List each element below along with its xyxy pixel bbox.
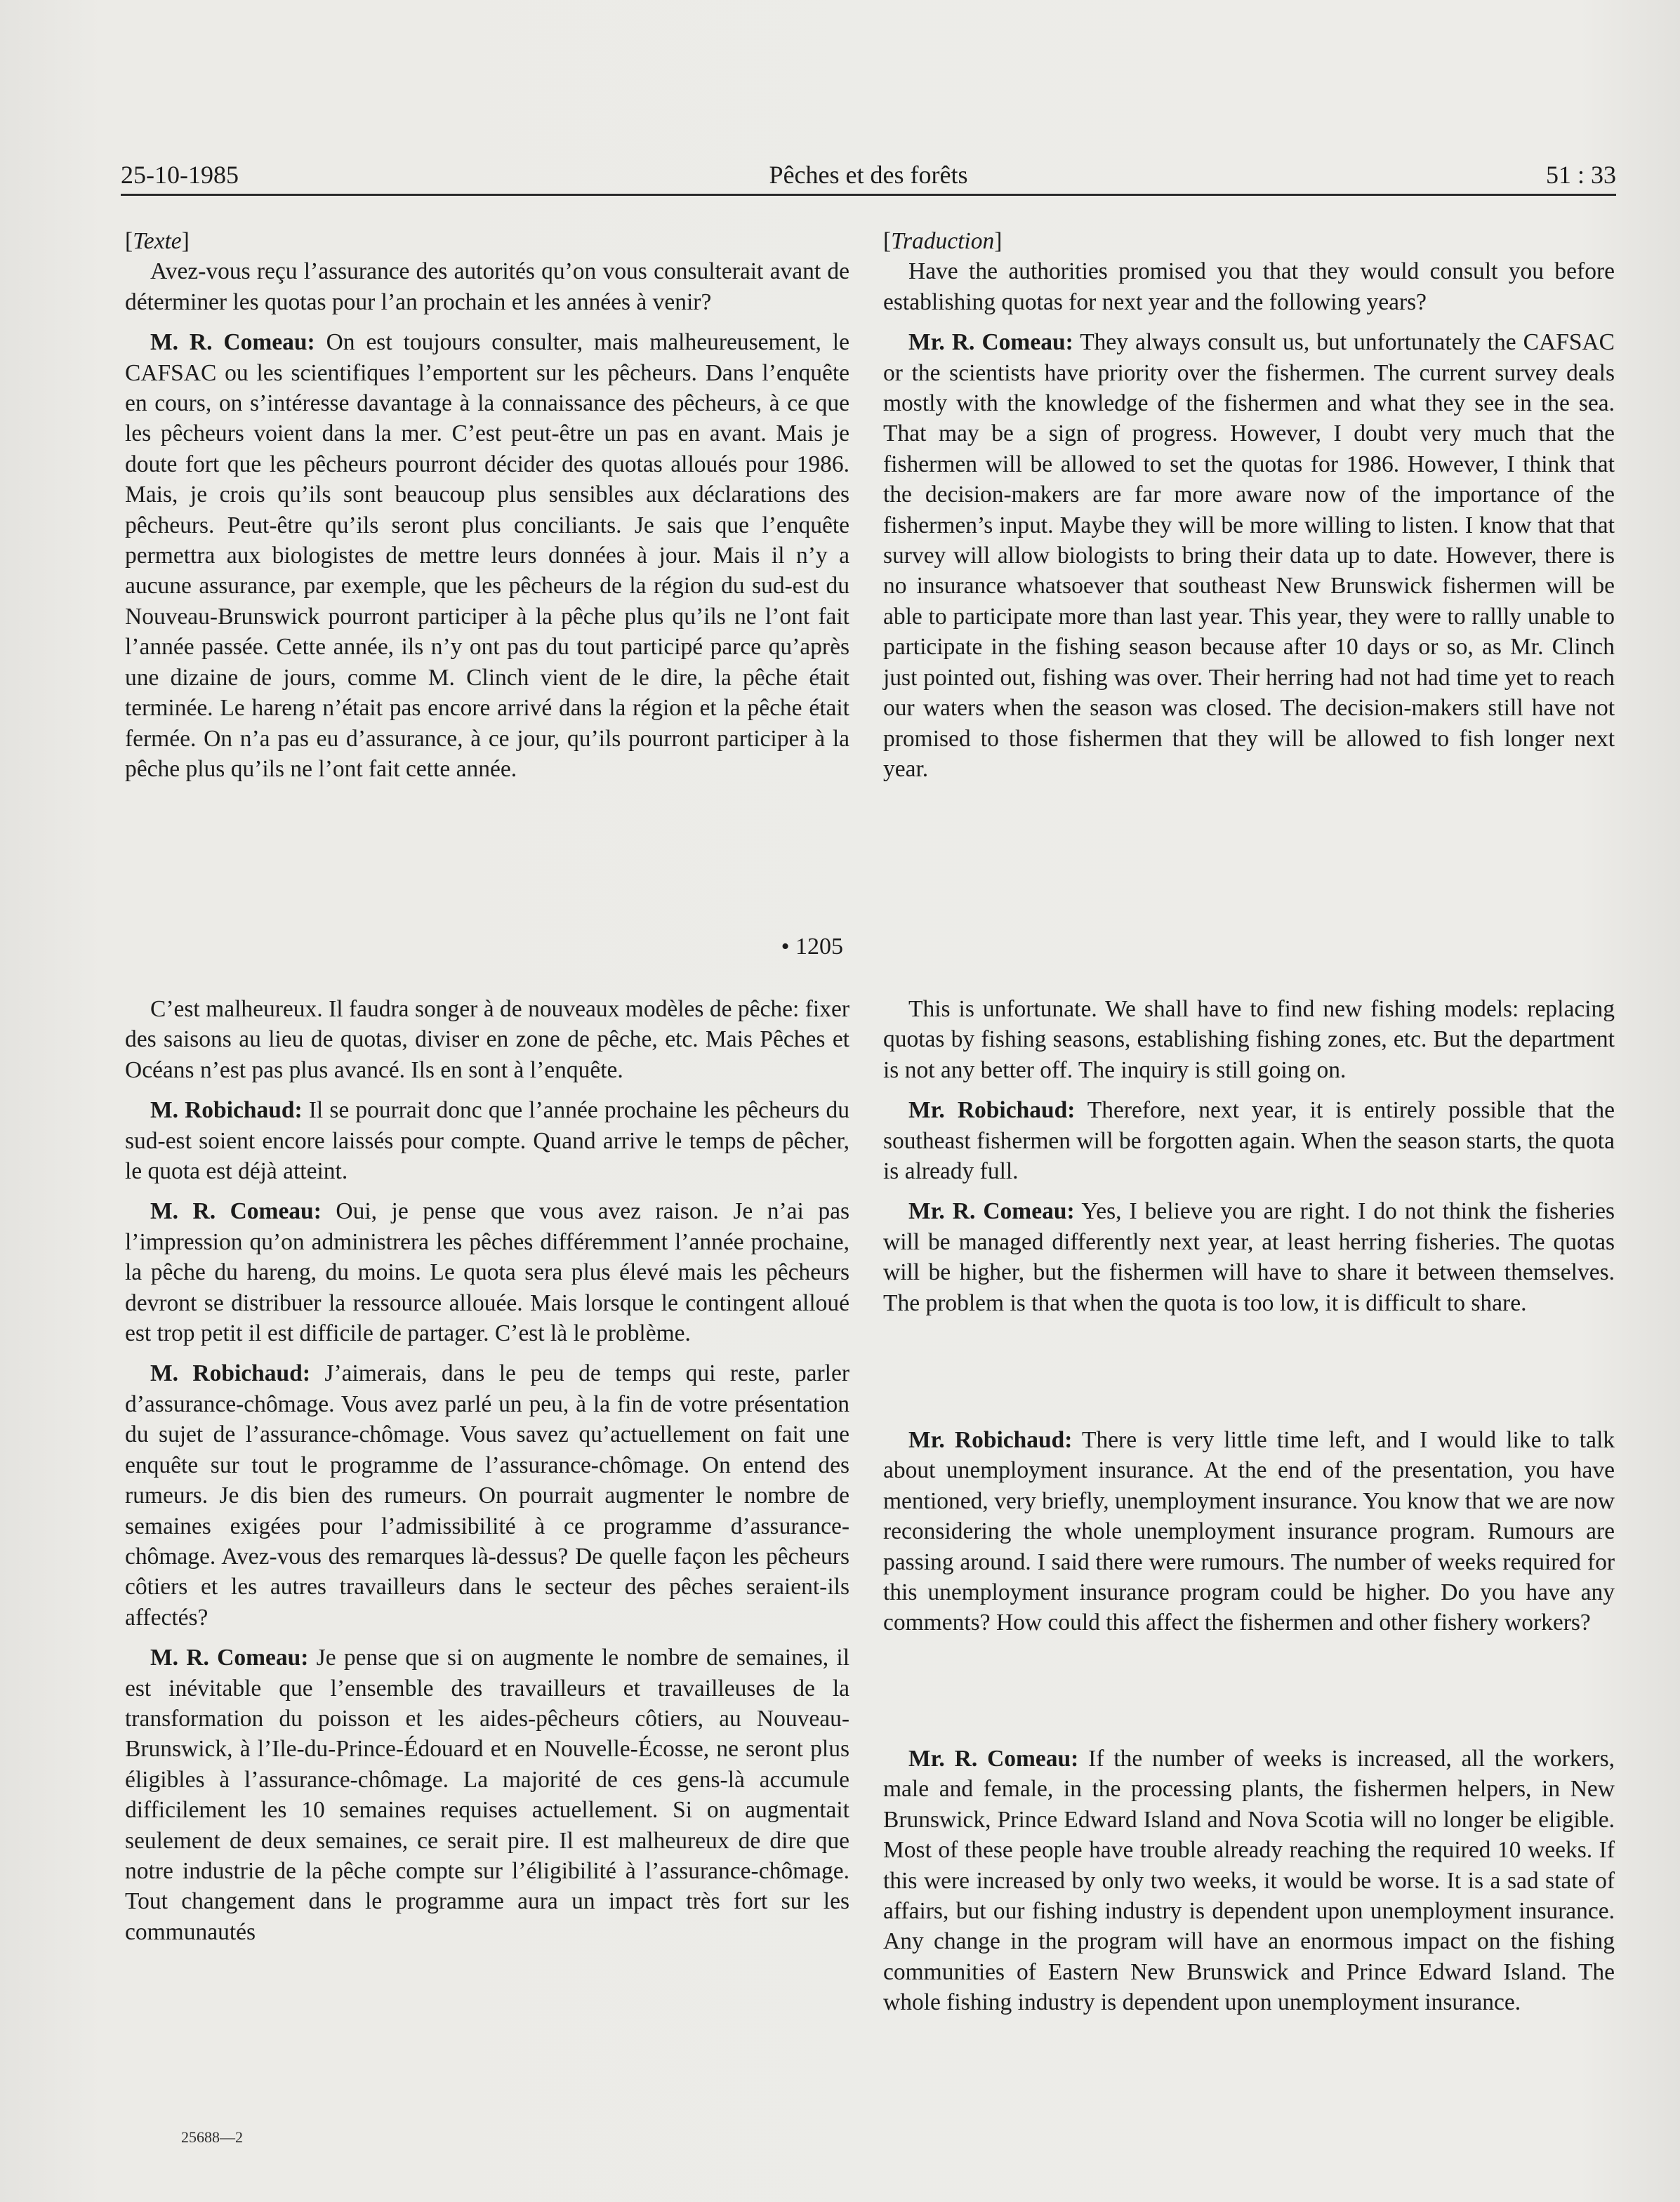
right-paragraph-5: Mr. R. Comeau: Yes, I believe you are right. I do not think the fisheries will be managed differently next year, at least herring fisheries. The quotas will be higher, but the fishermen will have to share it between themselves. The problem is that when the quota is too low, it is difficult to share.	[883, 1198, 1615, 1316]
right-column-block-4	[883, 1744, 1615, 2018]
speaker-name: M. Robichaud:	[150, 1360, 310, 1387]
left-paragraph-4: M. Robichaud: Il se pourrait donc que l’année prochaine les pêcheurs du sud-est soient encore laissés pour compte. Quand arrive le temps de pêcher, le quota est déjà atteint.	[125, 1097, 849, 1185]
speaker-name: Mr. R. Comeau:	[908, 1746, 1079, 1772]
footer-code: 25688—2	[181, 2128, 243, 2146]
speaker-name: M. R. Comeau:	[150, 1645, 309, 1671]
left-paragraph-5: M. R. Comeau: Oui, je pense que vous avez raison. Je n’ai pas l’impression qu’on administrera les pêches différemment l’année prochaine, la pêche du hareng, du moins. Le quota sera plus élevé mais les pêcheurs devront se distribuer la ressource allouée. Mais lorsque le contingent alloué est trop petit il est difficile de partager. C’est là le problème.	[125, 1198, 849, 1347]
speaker-name: Mr. R. Comeau:	[908, 1198, 1075, 1225]
right-paragraph-4: Mr. Robichaud: Therefore, next year, it is entirely possible that the southeast fishermen will be forgotten again. When the season starts, the quota is already full.	[883, 1097, 1615, 1185]
header-rule	[121, 194, 1616, 196]
right-paragraph-3: This is unfortunate. We shall have to find new fishing models: replacing quotas by fishing seasons, establishing fishing zones, etc. But the department is not any better off. The inquiry is still going on.	[883, 996, 1615, 1083]
speaker-name: Mr. Robichaud:	[908, 1097, 1076, 1124]
speaker-name: M. Robichaud:	[150, 1097, 303, 1124]
left-paragraph-2: M. R. Comeau: On est toujours consulter, mais malheureusement, le CAFSAC ou les scientifiques l’emportent sur les pêcheurs. Dans l’enquête en cours, on s’intéresse davantage à la connaissance des pêcheurs, à ce que les pêcheurs voient dans la mer. C’est peut-être un pas en avant. Mais je doute fort que les pêcheurs pourront décider des quotas alloués pour 1986. Mais, je crois qu’ils sont beaucoup plus sensibles aux déclarations des pêcheurs. Peut-être qu’ils seront plus conciliants. Je sais que l’enquête permettra aux biologistes de mettre leurs données à jour. Mais il n’y a aucune assurance, par exemple, que les pêcheurs de la région du sud-est du Nouveau-Brunswick pourront participer à la pêche plus qu’ils ne l’ont fait l’année passée. Cette année, ils n’y ont pas du tout participé parce qu’après une dizaine de jours, comme M. Clinch vient de le dire, la pêche était terminée. Le hareng n’était pas encore arrivé dans la région et la pêche était fermée. On n’a pas eu d’assurance, à ce jour, qu’ils pourront participer à la pêche plus qu’ils ne l’ont fait cette année.	[125, 329, 849, 782]
right-paragraph-2: Mr. R. Comeau: They always consult us, but unfortunately the CAFSAC or the scientists have priority over the fishermen. The current survey deals mostly with the knowledge of the fishermen and what they see in the sea. That may be a sign of progress. However, I doubt very much that the fishermen will be allowed to set the quotas for 1986. However, I think that the decision-makers are far more aware now of the importance of the fishermen’s input. Maybe they will be more willing to listen. I know that that survey will allow biologists to bring their data up to date. However, there is no insurance whatsoever that southeast New Brunswick fishermen will be able to participate more than last year. This year, they were to rallly unable to participate in the fishing season because after 10 days or so, as Mr. Clinch just pointed out, fishing was over. Their herring had not had time yet to reach our waters when the season was closed. The decision-makers still have not promised to those fishermen that they will be allowed to fish longer next year.	[883, 329, 1615, 782]
right-paragraph-6: Mr. Robichaud: There is very little time left, and I would like to talk about unemployment insurance. At the end of the presentation, you have mentioned, very briefly, unemployment insurance. You know that we are now reconsidering the whole unemployment insurance program. Rumours are passing around. I said there were rumours. The number of weeks required for this unemployment insurance program could be higher. Do you have any comments? How could this affect the fishermen and other fishery workers?	[883, 1427, 1615, 1636]
right-column-block-1	[883, 226, 1615, 784]
left-paragraph-3: C’est malheureux. Il faudra songer à de nouveaux modèles de pêche: fixer des saisons au lieu de quotas, diviser en zone de pêche, etc. Mais Pêches et Océans n’est pas plus avancé. Ils en sont à l’enquête.	[125, 996, 849, 1083]
speaker-name: Mr. Robichaud:	[908, 1427, 1073, 1453]
page-header	[121, 157, 1616, 192]
speaker-name: M. R. Comeau:	[150, 329, 315, 356]
right-column-block-3	[883, 1425, 1615, 1638]
right-column-block-2	[883, 994, 1615, 1318]
left-section-label: [Texte]	[125, 228, 190, 254]
speaker-name: Mr. R. Comeau:	[908, 329, 1073, 356]
time-marker: • 1205	[781, 934, 843, 960]
header-page-number: 51 : 33	[1545, 161, 1616, 189]
left-column-block-1	[125, 226, 849, 784]
left-paragraph-7: M. R. Comeau: Je pense que si on augmente le nombre de semaines, il est inévitable que l’ensemble des travailleurs et travailleuses de la transformation du poisson et les aides-pêcheurs côtiers, au Nouveau-Brunswick, à l’Ile-du-Prince-Édouard et en Nouvelle-Écosse, ne seront plus éligibles à l’assurance-chômage. La majorité de ces gens-là accumule difficilement les 10 semaines requises actuellement. Si on augmentait seulement de deux semaines, ce serait pire. Il est malheureux de dire que notre industrie de la pêche compte sur l’éligibilité à l’assurance-chômage. Tout changement dans le programme aura un impact très fort sur les communautés	[125, 1645, 849, 1945]
speaker-name: M. R. Comeau:	[150, 1198, 322, 1225]
header-title: Pêches et des forêts	[769, 161, 968, 189]
left-column-block-2	[125, 994, 849, 1947]
header-date: 25-10-1985	[121, 161, 239, 189]
right-paragraph-7: Mr. R. Comeau: If the number of weeks is increased, all the workers, male and female, in the processing plants, the fishermen helpers, in New Brunswick, Prince Edward Island and Nova Scotia will no longer be eligible. Most of these people have trouble already reaching the required 10 weeks. If this were increased by only two weeks, it would be worse. It is a sad state of affairs, but our fishing industry is dependent upon unemployment insurance. Any change in the program will have an enormous impact on the fishing communities of Eastern New Brunswick and Prince Edward Island. The whole fishing industry is dependent upon unemployment insurance.	[883, 1746, 1615, 2016]
right-section-label: [Traduction]	[883, 228, 1003, 254]
left-paragraph-1: Avez-vous reçu l’assurance des autorités qu’on vous consulterait avant de déterminer les quotas pour l’an prochain et les années à venir?	[125, 258, 849, 315]
right-paragraph-1: Have the authorities promised you that they would consult you before establishing quotas for next year and the following years?	[883, 258, 1615, 315]
left-paragraph-6: M. Robichaud: J’aimerais, dans le peu de temps qui reste, parler d’assurance-chômage. Vous avez parlé un peu, à la fin de votre présentation du sujet de l’assurance-chômage. Vous savez qu’actuellement on fait une enquête sur tout le programme de l’assurance-chômage. On entend des rumeurs. Je dis bien des rumeurs. On pourrait augmenter le nombre de semaines exigées pour l’admissibilité à ce programme d’assurance-chômage. Avez-vous des remarques là-dessus? De quelle façon les pêcheurs côtiers et les autres travailleurs dans le secteur des pêches seraient-ils affectés?	[125, 1360, 850, 1631]
